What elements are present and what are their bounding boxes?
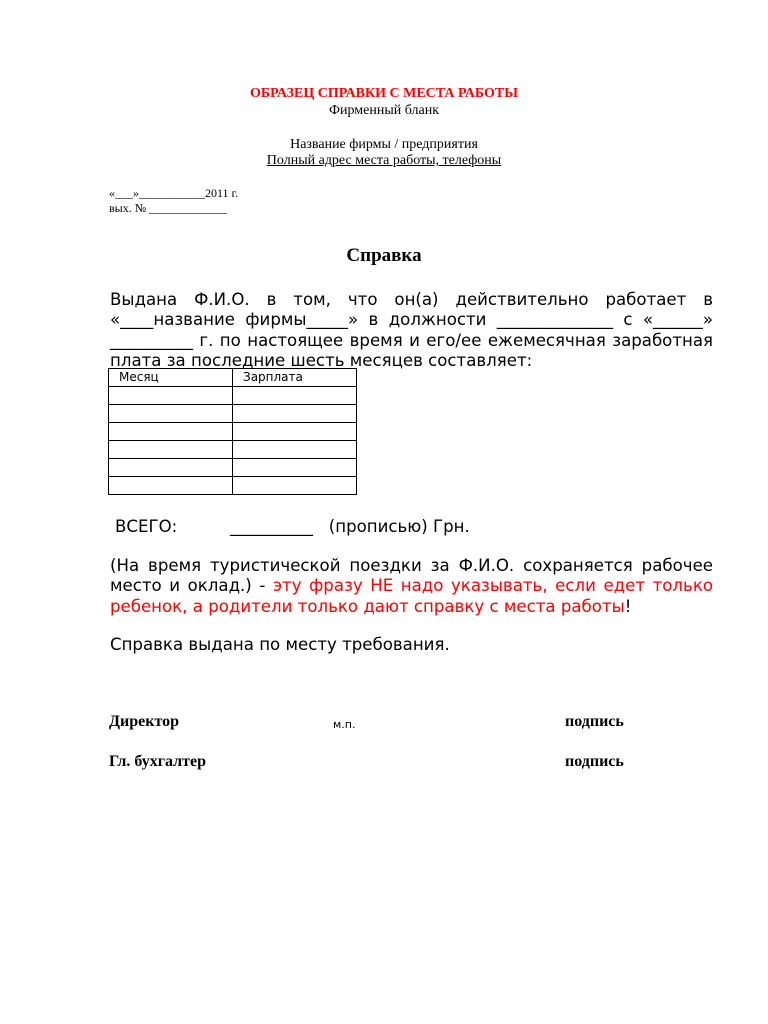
table-cell — [233, 477, 357, 495]
director-label: Директор — [109, 713, 179, 730]
table-row — [109, 441, 357, 459]
vacation-end: ! — [624, 596, 632, 616]
issue-date: «___»___________2011 г. — [109, 186, 239, 200]
table-cell — [233, 423, 357, 441]
column-header-month: Месяц — [109, 369, 233, 387]
document-title: ОБРАЗЕЦ СПРАВКИ С МЕСТА РАБОТЫ — [249, 86, 519, 101]
table-cell — [109, 423, 233, 441]
table-cell — [109, 441, 233, 459]
column-header-salary: Зарплата — [233, 369, 357, 387]
table-header-row — [109, 369, 357, 387]
table-row — [109, 477, 357, 495]
table-row — [109, 387, 357, 405]
director-signature: подпись — [565, 713, 624, 730]
table-row — [109, 423, 357, 441]
issued-for-paragraph: Справка выдана по месту требования. — [110, 635, 450, 654]
table-cell — [109, 405, 233, 423]
company-name: Название фирмы / предприятия — [290, 137, 478, 152]
accountant-signature: подпись — [565, 753, 624, 770]
table-cell — [233, 441, 357, 459]
vacation-note: эту фразу НЕ надо указывать, если едет только ребенок, а родители только дают справку с места работы — [110, 576, 713, 616]
vacation-text: (На время туристической поездки за Ф.И.О. сохраняется рабочее место и оклад.) - — [110, 556, 713, 596]
salary-table — [108, 368, 357, 495]
table-cell — [233, 387, 357, 405]
table-row — [109, 459, 357, 477]
table-cell — [109, 459, 233, 477]
total-line: ВСЕГО: __________ (прописью) Грн. — [115, 517, 470, 536]
letterhead-label: Фирменный бланк — [328, 103, 440, 118]
table-cell — [233, 405, 357, 423]
table-cell — [233, 459, 357, 477]
accountant-label: Гл. бухгалтер — [109, 753, 206, 770]
stamp-place: м.п. — [333, 718, 356, 731]
table-cell — [109, 387, 233, 405]
table-cell — [109, 477, 233, 495]
outgoing-number: вых. № _____________ — [109, 201, 228, 215]
vacation-paragraph — [110, 556, 713, 617]
employment-paragraph: Выдана Ф.И.О. в том, что он(а) действительно работает в «____название фирмы_____» в должности ______________ с «______» __________ г. по настоящее время и его/ее ежемесячная заработная плата за последние шесть месяцев составляет: — [110, 290, 713, 370]
certificate-heading: Справка — [346, 245, 422, 266]
table-row — [109, 405, 357, 423]
company-address: Полный адрес места работы, телефоны — [266, 153, 502, 168]
